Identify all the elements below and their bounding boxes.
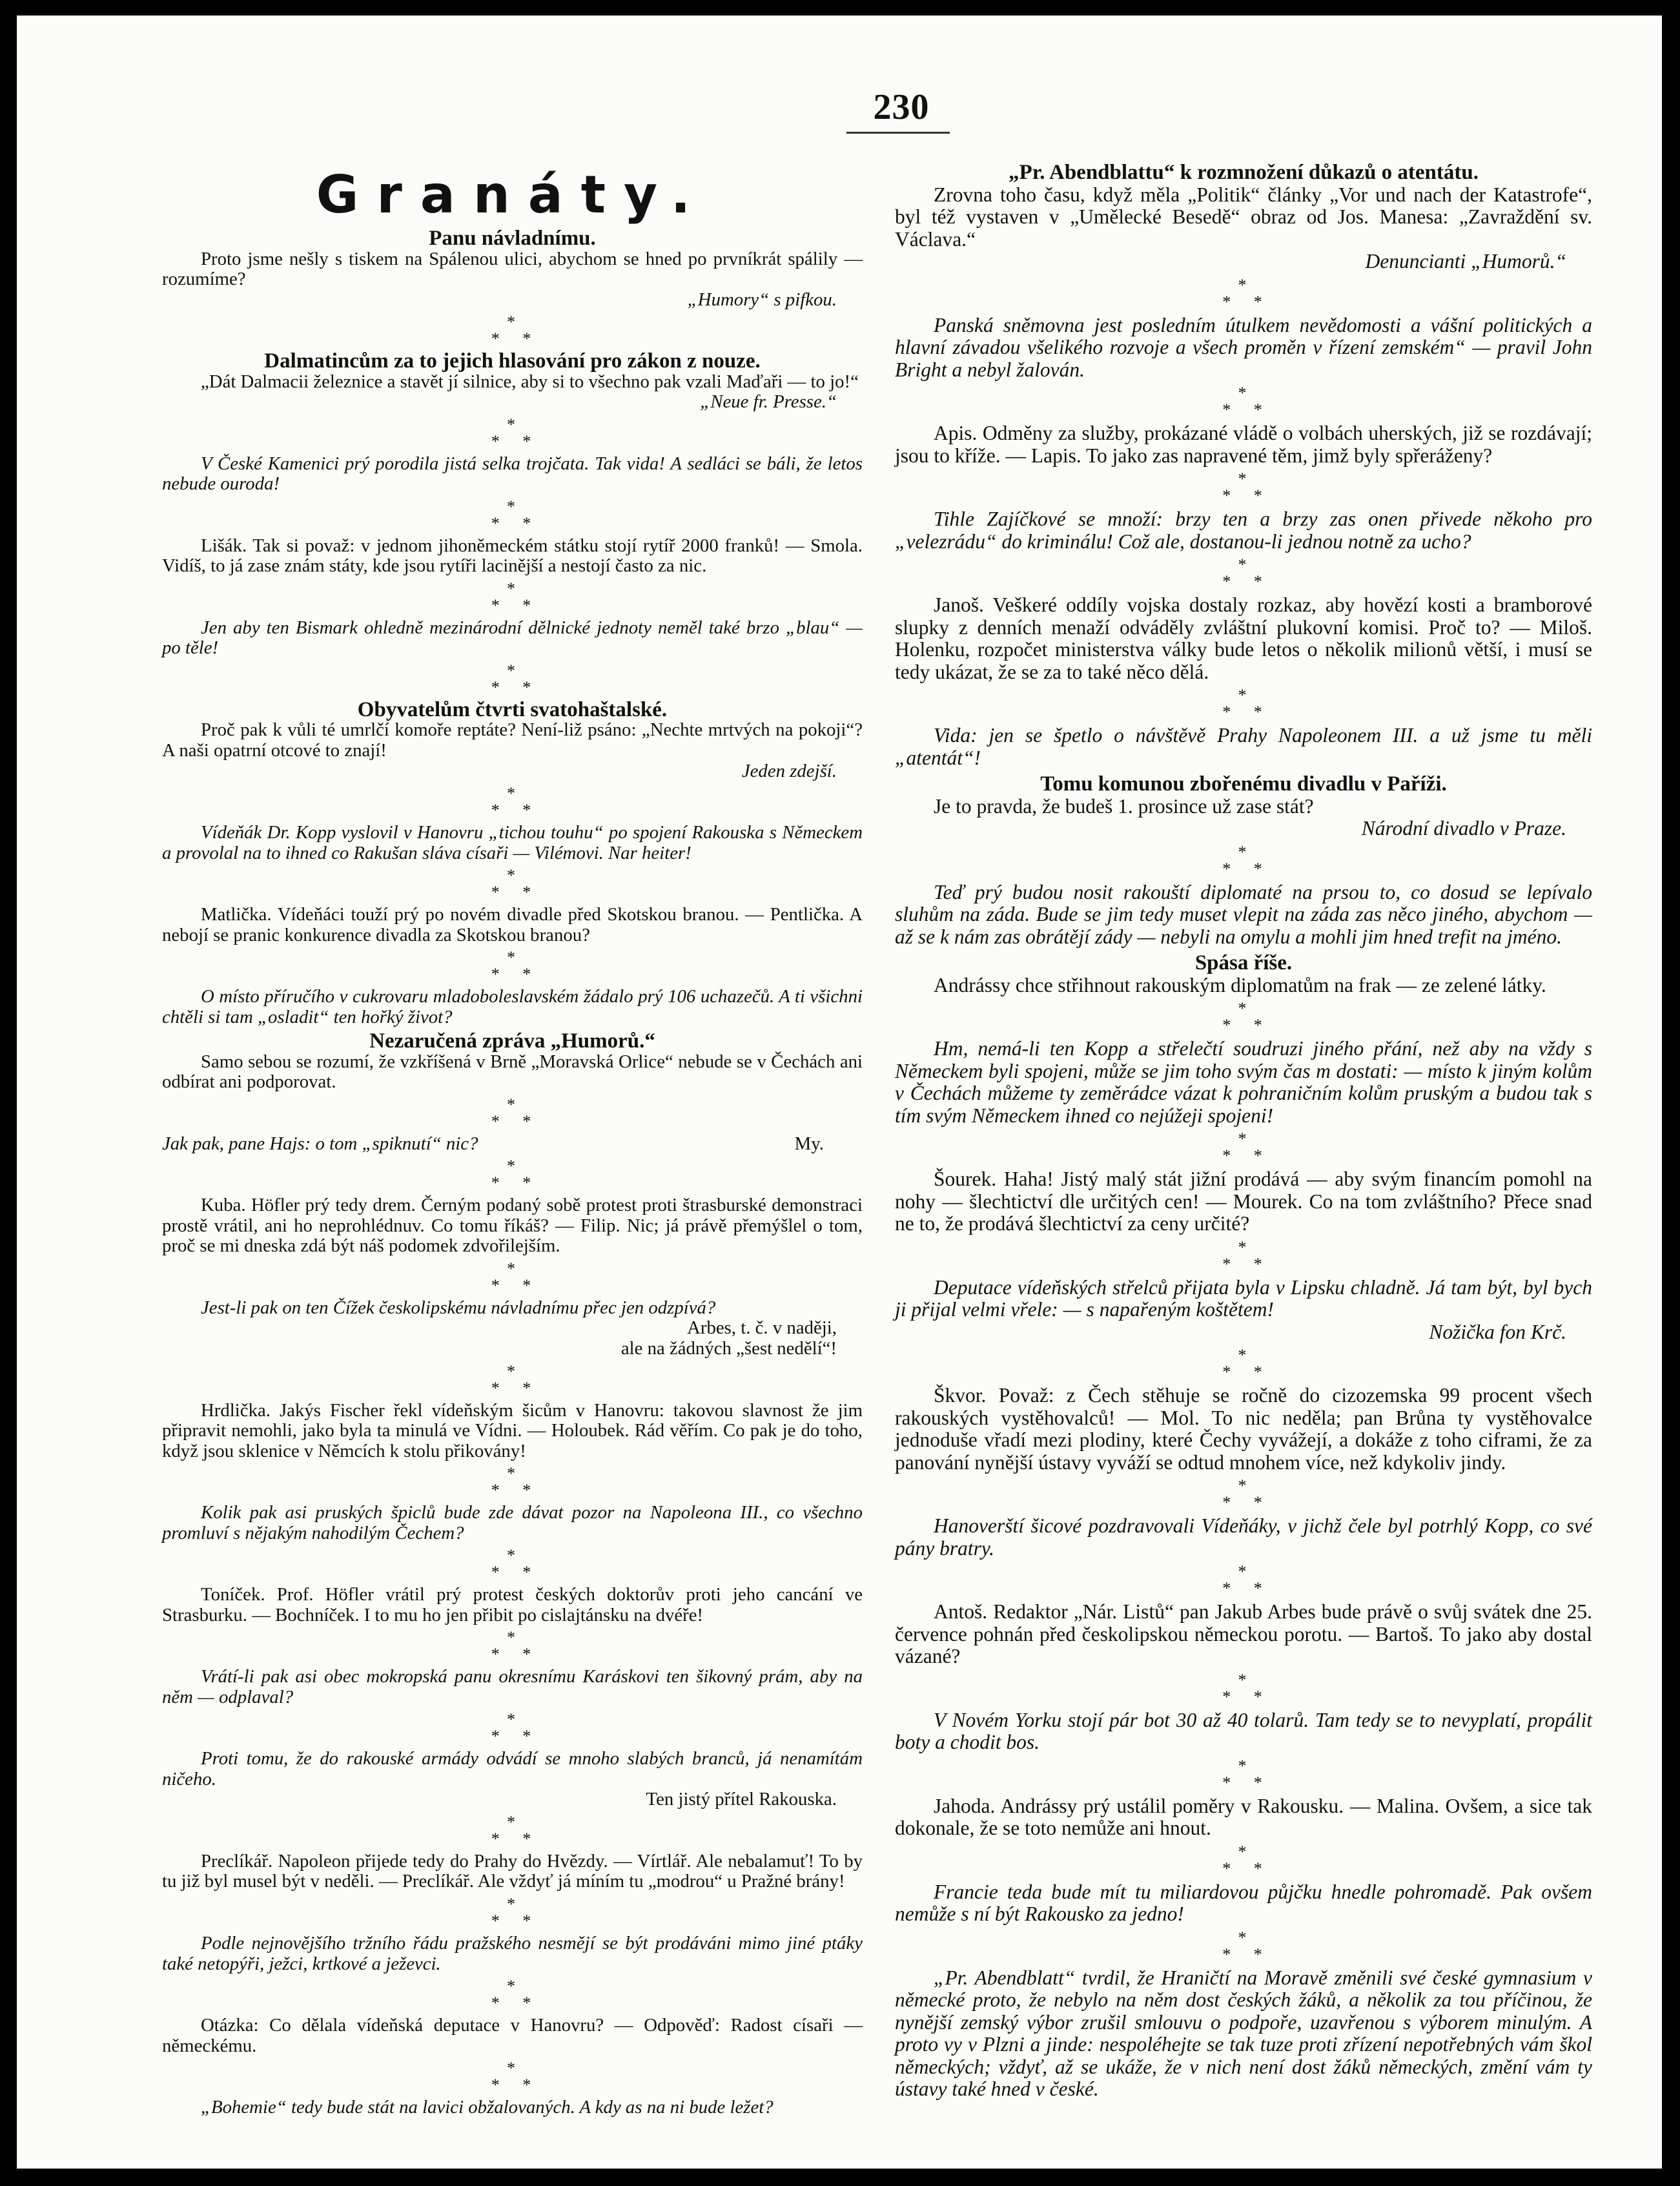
separator-asterisks: * * *: [491, 1259, 534, 1295]
separator-asterisks: * * *: [1222, 686, 1265, 721]
paragraph: Jahoda. Andrássy prý ustálil poměry v Rakousku. — Malina. Ovšem, a sice tak dokonale, že se toto nemůže ani hnout.: [895, 1794, 1592, 1839]
separator-asterisks: * * *: [1222, 1476, 1265, 1512]
paragraph: Hrdlička. Jakýs Fischer řekl vídeňským šicům v Hanovru: takovou slavnost že jim připravit nemohli, jako byla ta minulá ve Vídni. — Holoubek. Rád věřím. Co pak je do toho, když jsou sklenice v Němcích k stolu přikovány!: [162, 1399, 863, 1461]
separator-asterisks: * * *: [1222, 1670, 1265, 1706]
separator-asterisks: * * *: [1222, 384, 1265, 419]
newspaper-page: [17, 15, 1662, 2169]
paragraph: Lišák. Tak si považ: v jednom jihoněmeckém státku stojí rytíř 2000 franků! — Smola. Vidíš, to já zase znám státy, kde jsou rytíři lacinější a nestojí často za nic.: [162, 535, 863, 577]
italic-paragraph: Podle nejnovějšího tržního řádu pražského nesmějí se být prodáváni mimo jiné ptáky také netopýři, ježci, krtkové a ježevci.: [162, 1932, 863, 1974]
separator-asterisks: * * *: [491, 1361, 534, 1397]
paragraph: Matlička. Vídeňáci touží prý po novém divadle před Skotskou branou. — Pentlička. A nebojí se pranic konkurence divadla za Skotskou branou?: [162, 904, 863, 945]
separator-asterisks: * * *: [491, 1464, 534, 1500]
separator-asterisks: * * *: [1222, 1237, 1265, 1273]
separator-asterisks: * * *: [491, 1095, 534, 1131]
paragraph: Toníček. Prof. Höfler vrátil prý protest českých doktorův proti jeho cancání ve Strasburku. — Bochníček. I to mu ho jen přibit po cislajtánsku na dvéře!: [162, 1584, 863, 1625]
signature: „Neue fr. Presse.“: [700, 391, 837, 413]
signature: Národní divadlo v Praze.: [1361, 817, 1566, 840]
italic-paragraph: Vrátí-li pak asi obec mokropská panu okresnímu Karáskovi ten šikovný prám, aby na něm — odplaval?: [162, 1666, 863, 1707]
separator-asterisks: * * *: [491, 1628, 534, 1664]
separator-asterisks: * * *: [491, 313, 534, 349]
italic-paragraph: Vídeňák Dr. Kopp vyslovil v Hanovru „tichou touhu“ po spojení Rakouska s Německem a provolal na to ihned co Rakušan sláva císaři — Vilémovi. Nar heiter!: [162, 822, 863, 863]
signature: ale na žádných „šest nedělí“!: [620, 1338, 837, 1359]
separator-asterisks: * * *: [1222, 1928, 1265, 1964]
separator-asterisks: * * *: [491, 866, 534, 902]
page-number: 230: [873, 87, 930, 127]
paragraph: Škvor. Považ: z Čech stěhuje se ročně do cizozemska 99 procent všech rakouských vystěhovalců! — Mol. To nic neděla; pan Brůna ty vystěhovalce jednoduše vřadí mezi plodiny, které Čechy vyvážejí, a dokáže z toho ciframi, že za panování nynější ústavy vyváží se odtud mnohem více, než kdykoliv jindy.: [895, 1384, 1592, 1474]
paragraph: Šourek. Haha! Jistý malý stát jižní prodává — aby svým financím pomohl na nohy — šlechtictví dle určitých cen! — Mourek. Co na tom zvláštního? Přece snad ne to, že prodává šlechtictví za ceny určité?: [895, 1168, 1592, 1235]
separator-asterisks: * * *: [491, 948, 534, 984]
section-heading: Tomu komunou zbořenému divadlu v Paříži.: [1040, 772, 1447, 796]
separator-asterisks: * * *: [1222, 555, 1265, 591]
separator-asterisks: * * *: [491, 1812, 534, 1848]
separator-asterisks: * * *: [1222, 1129, 1265, 1165]
paragraph: Antoš. Redaktor „Nár. Listů“ pan Jakub Arbes bude právě o svůj svátek dne 25. července pohnán před českolipskou německou porotu. — Bartoš. To jako aby dostal vázané?: [895, 1600, 1592, 1667]
separator-asterisks: * * *: [1222, 999, 1265, 1035]
italic-paragraph: „Bohemie“ tedy bude stát na lavici obžalovaných. A kdy as na ni bude ležet?: [201, 2097, 773, 2118]
section-heading: Dalmatincům za to jejich hlasování pro zákon z nouze.: [264, 349, 761, 373]
paragraph: Kuba. Höfler prý tedy drem. Černým podaný sobě protest proti štrasburské demonstraci prostě vrátil, ani ho neprohlédnuv. Co tomu říkáš? — Filip. Nic; já právě přemýšlel o tom, proč se mi dneska zdá být náš podomek zdvořilejším.: [162, 1195, 863, 1257]
section-heading: Nezaručená zpráva „Humorů.“: [369, 1029, 655, 1053]
italic-paragraph: Deputace vídeňských střelců přijata byla v Lipsku chladně. Já tam být, byl bych ji přijal velmi vřele: — s napařeným koštětem!: [895, 1275, 1592, 1321]
italic-paragraph: Hanoverští šicové pozdravovali Vídeňáky, v jichž čele byl potrhlý Kopp, co své pány bratry.: [895, 1514, 1592, 1560]
signature: Denuncianti „Humorů.“: [1365, 250, 1566, 273]
left-column: [162, 158, 863, 2118]
italic-paragraph: Vida: jen se špetlo o návštěvě Prahy Napoleonem III. a už jsme tu měli „atentát“!: [895, 724, 1592, 769]
separator-asterisks: * * *: [1222, 842, 1265, 878]
italic-paragraph: Tihle Zajíčkové se množí: brzy ten a brzy zas onen přivede někoho pro „velezrádu“ do kriminálu! Což ale, dostanou-li jednou notně za ucho?: [895, 508, 1592, 553]
paragraph: „Dát Dalmacii železnice a stavět jí silnice, aby si to všechno pak vzali Maďaři — to jo!“: [201, 371, 859, 392]
separator-asterisks: * * *: [491, 784, 534, 820]
paragraph: Zrovna toho času, když měla „Politik“ články „Vor und nach der Katastrofe“, byl též vystaven v „Umělecké Besedě“ obraz od Jos. Manesa: „Zavraždění sv. Václava.“: [895, 183, 1592, 251]
signature: Ten jistý přítel Rakouska.: [646, 1789, 837, 1810]
italic-paragraph: O místo příručího v cukrovaru mladoboleslavském žádalo prý 106 uchazečů. A ti všichni chtěli si tam „osladit“ ten hořký život?: [162, 986, 863, 1027]
signature: My.: [794, 1133, 824, 1154]
section-heading: Spása říše.: [1194, 951, 1293, 974]
section-heading: Obyvatelům čtvrti svatohaštalské.: [357, 697, 668, 721]
italic-paragraph: Proti tomu, že do rakouské armády odvádí se mnoho slabých branců, já nenamítám ničeho.: [162, 1748, 863, 1789]
signature: Arbes, t. č. v naději,: [687, 1317, 837, 1339]
italic-paragraph: Teď prý budou nosit rakouští diplomaté na prsou to, co dosud se lepívalo sluhům na záda. Bude se jim tedy muset vlepit na záda zas něco jiného, abychom — až se k nám zas obrátějí zády — nebyli na omylu a mohli jim hned trefit na jméno.: [895, 880, 1592, 948]
italic-paragraph: Jen aby ten Bismark ohledně mezinárodní dělnické jednoty neměl také brzo „blau“ — po těle!: [162, 617, 863, 659]
paragraph: Apis. Odměny za služby, prokázané vládě o volbách uherských, již se rozdávají; jsou to kříže. — Lapis. To jako zas napravené těm, jimž byly spřeráženy?: [895, 422, 1592, 467]
separator-asterisks: * * *: [491, 2059, 534, 2095]
section-heading: „Pr. Abendblattu“ k rozmnožení důkazů o atentátu.: [1009, 161, 1479, 184]
signature: Nožička fon Krč.: [1429, 1320, 1566, 1343]
page-number-rule: [846, 132, 950, 134]
separator-asterisks: * * *: [491, 1710, 534, 1746]
separator-asterisks: * * *: [491, 415, 534, 451]
paragraph-with-signature: [162, 1134, 863, 1155]
italic-paragraph: V České Kamenici prý porodila jistá selka trojčata. Tak vida! A sedláci se báli, že letos nebude ouroda!: [162, 453, 863, 495]
section-heading: Panu návladnímu.: [429, 227, 596, 250]
separator-asterisks: * * *: [1222, 1842, 1265, 1878]
paragraph: Andrássy chce střihnout rakouským diplomatům na frak — ze zelené látky.: [934, 973, 1546, 996]
paragraph-text: Jak pak, pane Hajs: o tom „spiknutí“ nic?: [162, 1133, 478, 1154]
paragraph: Janoš. Veškeré oddíly vojska dostaly rozkaz, aby hovězí kosti a bramborové slupky z denních menaží odváděly zvláštní plukovní komisi. Proč to? — Miloš. Holenku, rozpočet ministerstva války bude letos o několik milionů větší, i musí se tedy ukázat, že se za to také něco dělá.: [895, 593, 1592, 683]
italic-paragraph: Hm, nemá-li ten Kopp a střelečtí soudruzi jiného přání, než aby na vždy s Německem byli spojeni, může se jim toho svým čas m dostati: — místo k jiným kolům v Čechách můžeme ty zeměrádce vázat k pohraničním kolům pruským a budou tak s tím svým Německem ihned co nejúžeji spojeni!: [895, 1037, 1592, 1127]
separator-asterisks: * * *: [1222, 469, 1265, 505]
separator-asterisks: * * *: [491, 1977, 534, 2013]
signature: „Humory“ s pifkou.: [687, 289, 837, 310]
italic-paragraph: Francie teda bude mít tu miliardovou půjčku hnedle pohromadě. Pak ovšem nemůže s ní být Rakousko za jedno!: [895, 1880, 1592, 1925]
separator-asterisks: * * *: [1222, 1562, 1265, 1598]
separator-asterisks: * * *: [1222, 275, 1265, 311]
separator-asterisks: * * *: [491, 1546, 534, 1582]
paragraph: Otázka: Co dělala vídeňská deputace v Hanovru? — Odpověď: Radost císaři — německému.: [162, 2015, 863, 2056]
separator-asterisks: * * *: [491, 1157, 534, 1193]
paragraph: Je to pravda, že budeš 1. prosince už zase stát?: [934, 794, 1314, 818]
masthead-title: Granáty.: [316, 165, 709, 225]
paragraph: Samo sebou se rozumí, že vzkříšená v Brně „Moravská Orlice“ nebude se v Čechách ani odbírat ani podporovat.: [162, 1051, 863, 1093]
separator-asterisks: * * *: [1222, 1346, 1265, 1381]
paragraph: Proč pak k vůli té umrlčí komoře reptáte? Není-liž psáno: „Nechte mrtvých na pokoji“? A naši opatrní otcové to znají!: [162, 719, 863, 761]
paragraph: Proto jsme nešly s tiskem na Spálenou ulici, abychom se hned po prvníkrát spálily — rozumíme?: [162, 248, 863, 290]
signature: Jeden zdejší.: [741, 760, 837, 781]
separator-asterisks: * * *: [491, 579, 534, 615]
separator-asterisks: * * *: [491, 1894, 534, 1930]
right-column: [895, 158, 1592, 2101]
italic-paragraph: Jest-li pak on ten Čížek českolipskému návladnímu přec jen odzpívá?: [201, 1297, 716, 1318]
paragraph: Preclíkář. Napoleon přijede tedy do Prahy do Hvězdy. — Vírtlář. Ale nebalamuť! To by tu již byl musel být v neděli. — Preclíkář. Ale vždyť já míním tu „modrou“ u Pražné brány!: [162, 1850, 863, 1892]
separator-asterisks: * * *: [491, 497, 534, 533]
italic-paragraph: Panská sněmovna jest posledním útulkem nevědomosti a vášní politických a hlavní závadou všelikého rozvoje a všech proměn v řízení zemském“ — pravil John Bright a nebyl žalován.: [895, 313, 1592, 381]
italic-paragraph: Kolik pak asi pruských špiclů bude zde dávat pozor na Napoleona III., co všechno promluví s nějakým nahodilým Čechem?: [162, 1502, 863, 1543]
separator-asterisks: * * *: [1222, 1756, 1265, 1792]
italic-paragraph: V Novém Yorku stojí pár bot 30 až 40 tolarů. Tam tedy se to nevyplatí, propálit boty a chodit bos.: [895, 1708, 1592, 1753]
separator-asterisks: * * *: [491, 661, 534, 697]
italic-paragraph: „Pr. Abendblatt“ tvrdil, že Hraničtí na Moravě změnili své české gymnasium v německé proto, že nebylo na něm dost českých žáků, a několik za tou příčinou, že nynější zemský výbor zrušil smlouvu o podpoře, uzavřenou s výborem minulým. A proto vy v Plzni a jinde: nespoléhejte se tak tuze proti zřízení nepotřebných vám škol německých; vždyť, až se ukáže, že v nich není dost žáků německých, změní vám ty ústavy také hned v české.: [895, 1966, 1592, 2100]
